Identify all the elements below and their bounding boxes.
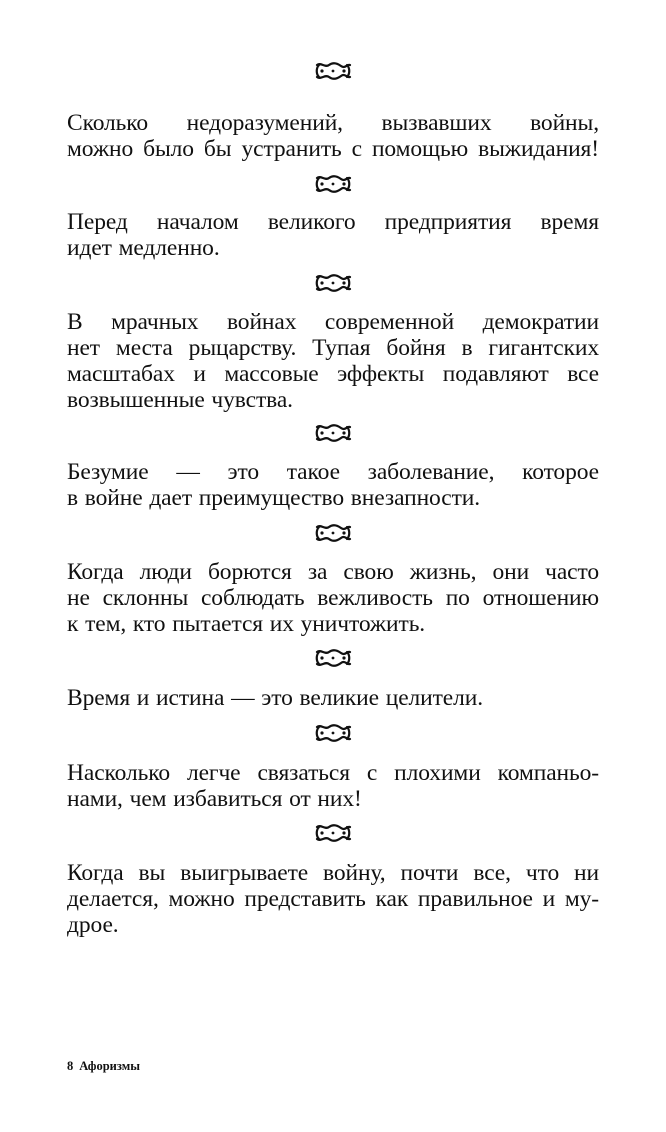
- aphorism-line: Когда вы выигрываете войну, почти все, что ни: [67, 860, 599, 886]
- aphorism-line: делается, можно представить как правильное и му-: [67, 886, 599, 912]
- aphorism-line: нет места рыцарству. Тупая бойня в гигантских: [67, 335, 599, 361]
- aphorism-line: нами, чем избавиться от них!: [67, 786, 362, 812]
- aphorism-line: масштабах и массовые эффекты подавляют все: [67, 361, 599, 387]
- aphorism-3: [67, 309, 599, 413]
- fleuron-ornament-icon: [313, 60, 353, 82]
- aphorism-2: [67, 209, 599, 261]
- page-number: 8: [67, 1059, 74, 1073]
- running-title: Афоризмы: [79, 1059, 140, 1073]
- aphorism-1: [67, 110, 599, 162]
- fleuron-ornament-icon: [313, 272, 353, 294]
- aphorism-line: Время и истина — это великие целители.: [67, 685, 484, 711]
- aphorism-line: идет медленно.: [67, 235, 220, 261]
- fleuron-ornament-icon: [313, 722, 353, 744]
- aphorism-8: [67, 860, 599, 938]
- fleuron-ornament-icon: [313, 422, 353, 444]
- aphorism-6: [67, 685, 599, 711]
- aphorism-line: не склонны соблюдать вежливость по отношению: [67, 585, 599, 611]
- aphorism-line: можно было бы устранить с помощью выжидания!: [67, 136, 599, 162]
- fleuron-ornament-icon: [313, 647, 353, 669]
- aphorism-line: дрое.: [67, 912, 119, 938]
- aphorism-line: Сколько недоразумений, вызвавших войны,: [67, 110, 599, 136]
- aphorism-line: в войне дает преимущество внезапности.: [67, 485, 481, 511]
- aphorism-line: возвышенные чувства.: [67, 387, 293, 413]
- page-footer: [67, 1059, 140, 1074]
- aphorism-line: Перед началом великого предприятия время: [67, 209, 599, 235]
- aphorism-line: Безумие — это такое заболевание, которое: [67, 459, 599, 485]
- fleuron-ornament-icon: [313, 822, 353, 844]
- aphorism-line: Когда люди борются за свою жизнь, они часто: [67, 559, 599, 585]
- aphorism-line: В мрачных войнах современной демократии: [67, 309, 599, 335]
- fleuron-ornament-icon: [313, 173, 353, 195]
- aphorism-line: Насколько легче связаться с плохими компаньо-: [67, 760, 599, 786]
- fleuron-ornament-icon: [313, 522, 353, 544]
- aphorism-5: [67, 559, 599, 637]
- aphorism-line: к тем, кто пытается их уничтожить.: [67, 611, 426, 637]
- aphorism-4: [67, 459, 599, 511]
- aphorism-7: [67, 760, 599, 812]
